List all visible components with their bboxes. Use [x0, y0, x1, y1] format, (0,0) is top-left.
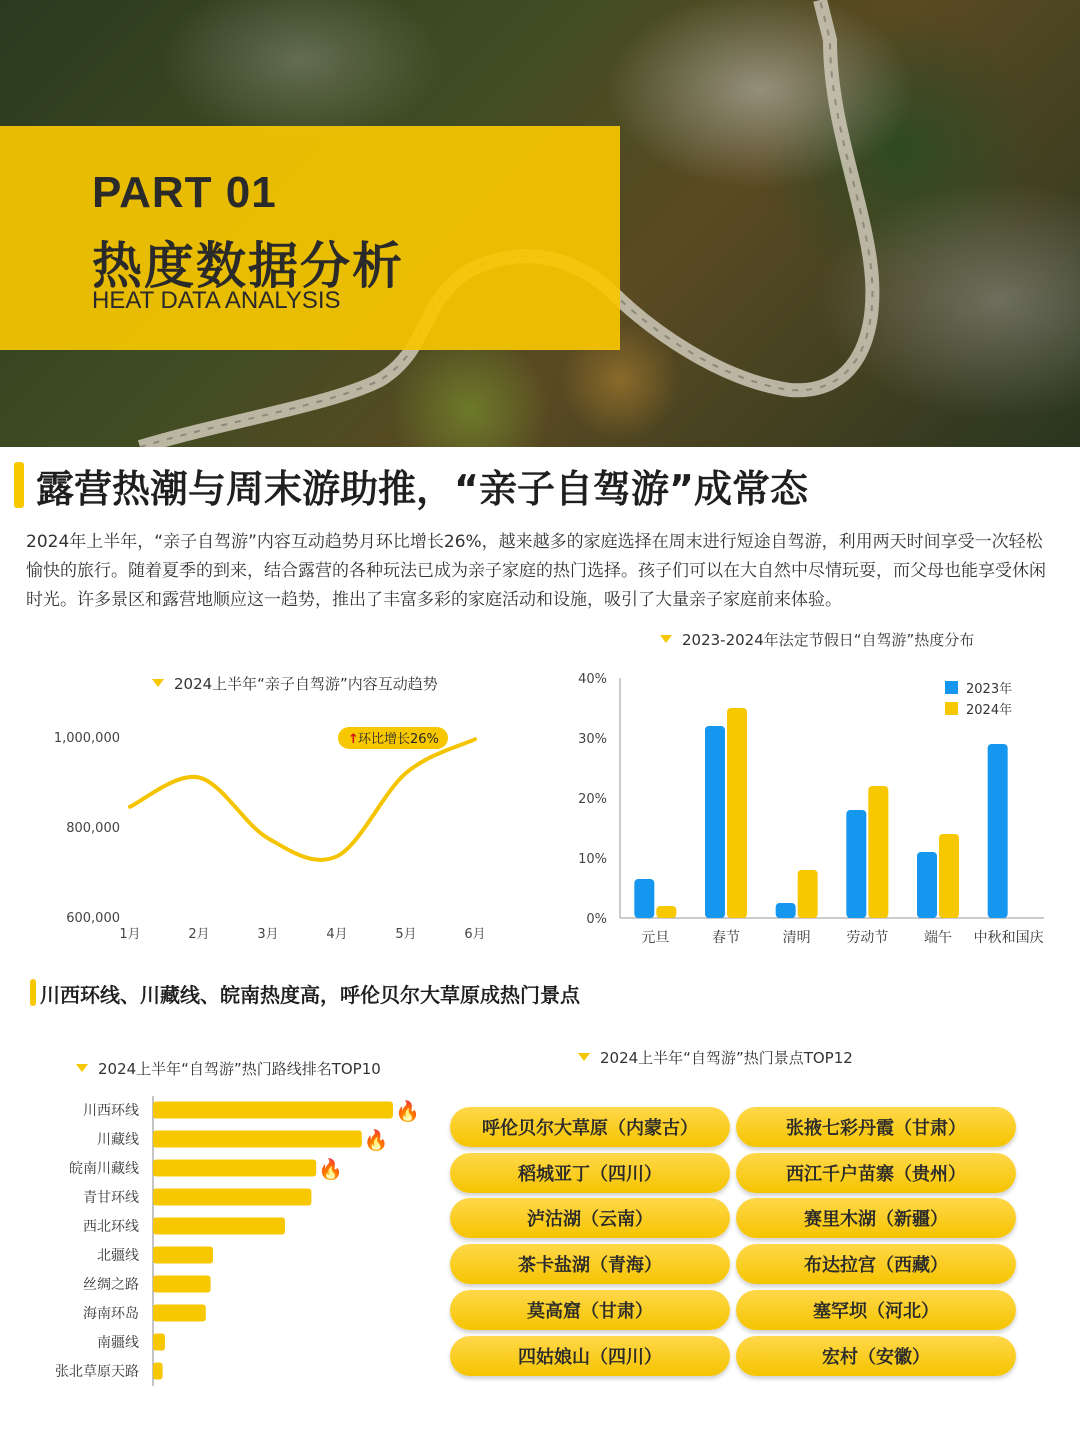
y-tick-label: 40%	[578, 672, 607, 687]
up-arrow-icon: ↑	[348, 732, 359, 747]
line-chart	[20, 700, 540, 990]
spot-pill: 赛里木湖（新疆）	[736, 1198, 1016, 1238]
annotation-text: 环比增长26%	[358, 732, 439, 747]
bar-2024	[939, 834, 959, 918]
bar-2024	[798, 870, 818, 918]
bar-chart-title: 2023-2024年法定节假日“自驾游”热度分布	[660, 629, 974, 650]
route-bar	[153, 1247, 213, 1264]
y-tick-label: 1,000,000	[53, 731, 120, 746]
x-tick-label: 劳动节	[846, 930, 889, 946]
triangle-icon	[76, 1064, 88, 1072]
route-bar	[153, 1334, 165, 1351]
fire-icon: 🔥	[318, 1157, 344, 1181]
routes-chart-title: 2024上半年“自驾游”热门路线排名TOP10	[76, 1058, 381, 1079]
line-chart-title: 2024上半年“亲子自驾游”内容互动趋势	[152, 673, 438, 694]
bar-2023	[988, 744, 1008, 918]
heading-marker-2	[30, 979, 36, 1006]
bar-2023	[634, 879, 654, 918]
spots-title: 2024上半年“自驾游”热门景点TOP12	[578, 1047, 853, 1068]
route-label: 张北草原天路	[55, 1364, 139, 1380]
route-label: 川藏线	[97, 1132, 139, 1148]
hero-image	[0, 0, 1080, 447]
heading-marker	[14, 462, 24, 508]
fire-icon: 🔥	[395, 1099, 420, 1123]
bar-chart	[560, 662, 1060, 962]
spot-pill: 西江千户苗寨（贵州）	[736, 1153, 1016, 1193]
y-tick-label: 600,000	[66, 911, 120, 926]
triangle-icon	[660, 635, 672, 643]
page-title: 热度数据分析	[92, 237, 404, 295]
route-bar	[153, 1160, 316, 1177]
spot-pill: 张掖七彩丹霞（甘肃）	[736, 1107, 1016, 1147]
route-label: 青甘环线	[83, 1190, 139, 1206]
spot-pill: 呼伦贝尔大草原（内蒙古）	[450, 1107, 730, 1147]
legend-label: 2024年	[966, 703, 1013, 718]
bar-2024	[868, 786, 888, 918]
legend-swatch	[945, 681, 958, 694]
route-label: 西北环线	[83, 1219, 139, 1235]
y-tick-label: 0%	[586, 912, 607, 927]
route-label: 川西环线	[83, 1103, 139, 1119]
spot-pill: 茶卡盐湖（青海）	[450, 1244, 730, 1284]
legend-swatch	[945, 702, 958, 715]
spot-pill: 四姑娘山（四川）	[450, 1336, 730, 1376]
route-bar	[153, 1305, 206, 1322]
route-label: 丝绸之路	[83, 1277, 139, 1293]
spot-pill: 泸沽湖（云南）	[450, 1198, 730, 1238]
route-label: 皖南川藏线	[69, 1161, 139, 1177]
page-subtitle: HEAT DATA ANALYSIS	[92, 287, 341, 314]
spot-pill: 莫高窟（甘肃）	[450, 1290, 730, 1330]
y-tick-label: 10%	[578, 852, 607, 867]
x-tick-label: 6月	[464, 927, 486, 942]
part-label: PART 01	[92, 168, 277, 217]
route-label: 北疆线	[97, 1248, 139, 1264]
x-tick-label: 清明	[782, 930, 811, 946]
route-bar	[153, 1363, 163, 1380]
fire-icon: 🔥	[363, 1128, 389, 1152]
x-tick-label: 1月	[119, 927, 141, 942]
bar-2024	[727, 708, 747, 918]
y-tick-label: 800,000	[66, 821, 120, 836]
x-tick-label: 5月	[395, 927, 417, 942]
routes-bar-chart	[20, 1092, 440, 1392]
bar-2024	[656, 906, 676, 918]
bar-2023	[846, 810, 866, 918]
y-tick-label: 30%	[578, 732, 607, 747]
spot-pill: 稻城亚丁（四川）	[450, 1153, 730, 1193]
section-heading: 露营热潮与周末游助推，“亲子自驾游”成常态	[36, 467, 808, 511]
route-bar	[153, 1131, 362, 1148]
route-label: 海南环岛	[83, 1306, 139, 1322]
spot-pill: 塞罕坝（河北）	[736, 1290, 1016, 1330]
x-tick-label: 4月	[326, 927, 348, 942]
route-bar	[153, 1276, 211, 1293]
intro-paragraph: 2024年上半年，“亲子自驾游”内容互动趋势月环比增长26%，越来越多的家庭选择在周末进行短途自驾游，利用两天时间享受一次轻松愉快的旅行。随着夏季的到来，结合露营的各种玩法已成为亲子家庭的热门选择。孩子们可以在大自然中尽情玩耍，而父母也能享受休闲时光。许多景区和露营地顺应这一趋势，推出了丰富多彩的家庭活动和设施，吸引了大量亲子家庭前来体验。	[26, 532, 1046, 610]
route-bar	[153, 1218, 285, 1235]
x-tick-label: 2月	[188, 927, 210, 942]
spot-pill: 宏村（安徽）	[736, 1336, 1016, 1376]
x-tick-label: 中秋和国庆	[973, 930, 1044, 946]
triangle-icon	[152, 679, 164, 687]
line-series	[130, 739, 475, 860]
bar-2023	[776, 903, 796, 918]
bar-2023	[705, 726, 725, 918]
x-tick-label: 春节	[712, 930, 740, 946]
section2-heading: 川西环线、川藏线、皖南热度高，呼伦贝尔大草原成热门景点	[40, 983, 580, 1007]
route-bar	[153, 1102, 393, 1119]
route-bar	[153, 1189, 311, 1206]
spot-pill: 布达拉宫（西藏）	[736, 1244, 1016, 1284]
triangle-icon	[578, 1053, 590, 1061]
y-tick-label: 20%	[578, 792, 607, 807]
legend-label: 2023年	[966, 682, 1013, 697]
x-tick-label: 端午	[924, 930, 952, 946]
bar-2023	[917, 852, 937, 918]
x-tick-label: 3月	[257, 927, 279, 942]
route-label: 南疆线	[97, 1335, 139, 1351]
x-tick-label: 元旦	[641, 930, 670, 946]
